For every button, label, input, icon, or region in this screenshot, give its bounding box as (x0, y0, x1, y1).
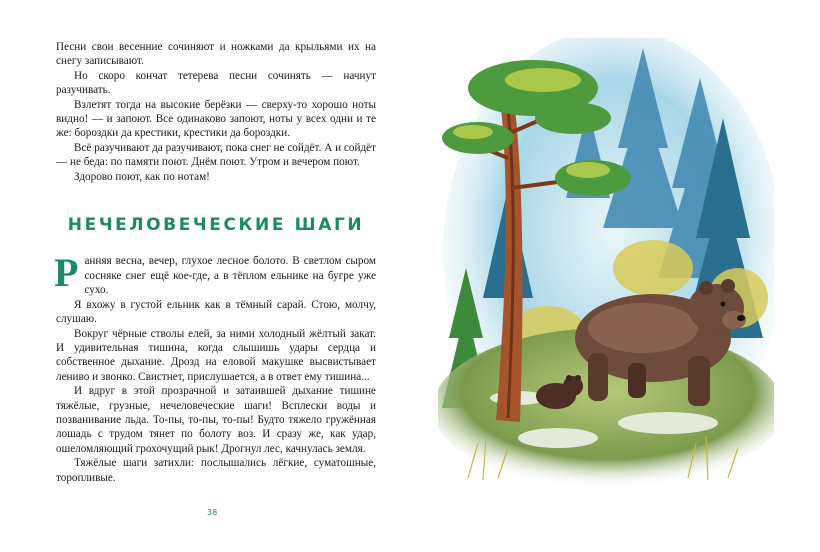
paragraph: Тяжёлые шаги затихли: послышались лёгкие, суматошные, торопливые. (56, 457, 376, 484)
bear-forest-illustration (438, 38, 774, 490)
paragraph: Взлетят тогда на высокие берёзки — сверху-то хорошо ноты видно! — и запоют. Все одинаково запоют, ноты у всех одни и те же: бороздки да крестики, крестики да бороздки. (56, 98, 376, 140)
page-number: 38 (207, 508, 218, 517)
paragraph: И вдруг в этой прозрачной и затаившей дыхание тишине тяжёлые, грузные, нечеловеческие шаги! Всплески воды и позванивание льда. То-пы, то-пы, то-пы! Будто тяжело гружённая лошадь с трудом тянет по болоту воз. И сразу же, как удар, ошеломляющий грохочущий рык! Дрогнул лес, качнулась земля. (56, 385, 376, 455)
drop-cap: Р (54, 250, 79, 296)
paragraph: Песни свои весенние сочиняют и ножками да крыльями их на снегу записывают. (56, 41, 376, 68)
paragraph: Всё разучивают да разучивают, пока снег не сойдёт. А и сойдёт — не беда: по памяти поют. Днём поют. Утром и вечером поют. (56, 141, 376, 169)
chapter-title: НЕЧЕЛОВЕЧЕСКИЕ ШАГИ (67, 215, 365, 236)
paragraph: Здорово поют, как по нотам! (74, 170, 210, 183)
first-paragraph (54, 250, 376, 297)
paragraph: Вокруг чёрные стволы елей, за ними холодный жёлтый закат. И удивительная тишина, когда слышишь удары сердца и собственное дыхание. Дрозд на еловой макушке высвистывает лениво и звонко. Свистнет, прислушается, а в ответ ему тишина... (56, 327, 376, 383)
paragraph: анняя весна, вечер, глухое лесное болото. В светлом сыром сосняке снег ещё кое-где, а в тёплом ельнике на бугре уже сухо. (84, 255, 376, 297)
paragraph: Я вхожу в густой ельник как в тёмный сарай. Стою, молчу, слушаю. (56, 298, 376, 326)
paragraph: Но скоро кончат тетерева песни сочинять — начнут разучивать. (56, 69, 376, 97)
text-column (56, 40, 376, 485)
